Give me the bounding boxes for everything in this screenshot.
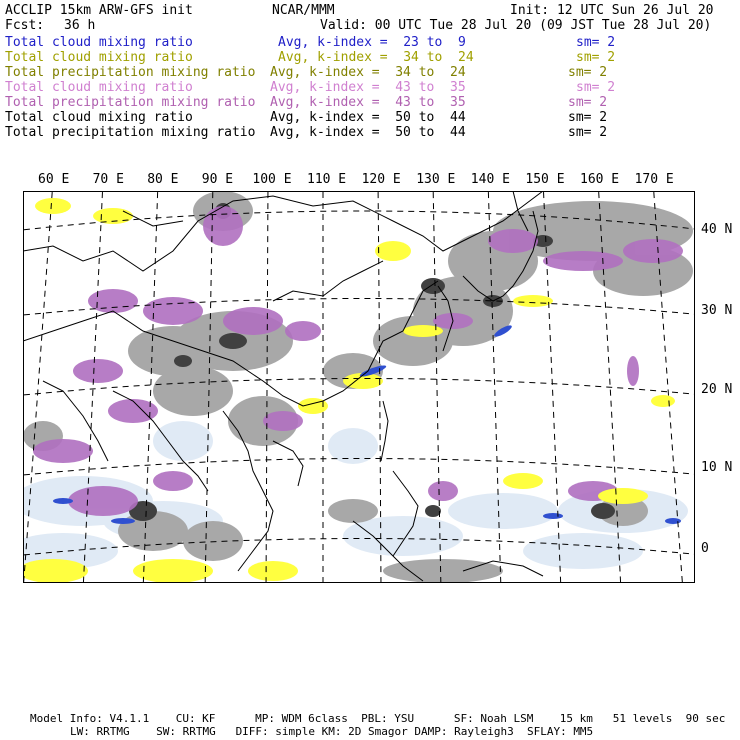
forecast-map — [23, 191, 695, 583]
legend-smoothing: sm= 2 — [576, 50, 616, 65]
org-label: NCAR/MMM — [272, 3, 335, 18]
longitude-label: 160 E — [580, 172, 620, 187]
legend-k-index: Avg, k-index = 43 to 35 — [270, 95, 466, 110]
legend-k-index: Avg, k-index = 43 to 35 — [270, 80, 466, 95]
legend-k-index: Avg, k-index = 34 to 24 — [270, 65, 466, 80]
longitude-label: 60 E — [38, 172, 70, 187]
legend-field-name: Total cloud mixing ratio — [5, 110, 193, 125]
legend-smoothing: sm= 2 — [568, 65, 608, 80]
longitude-label: 170 E — [634, 172, 674, 187]
legend-field-name: Total cloud mixing ratio — [5, 50, 193, 65]
legend-smoothing: sm= 2 — [576, 80, 616, 95]
legend-smoothing: sm= 2 — [568, 125, 608, 140]
latitude-label: 10 N — [701, 460, 733, 475]
longitude-label: 140 E — [470, 172, 510, 187]
legend-field-name: Total cloud mixing ratio — [5, 80, 193, 95]
longitude-label: 70 E — [92, 172, 124, 187]
legend-field-name: Total cloud mixing ratio — [5, 35, 193, 50]
legend-smoothing: sm= 2 — [568, 95, 608, 110]
valid-time: Valid: 00 UTC Tue 28 Jul 20 (09 JST Tue 28 Jul 20) — [320, 18, 712, 33]
init-time: Init: 12 UTC Sun 26 Jul 20 — [510, 3, 714, 18]
legend-field-name: Total precipitation mixing ratio — [5, 95, 256, 110]
longitude-label: 80 E — [147, 172, 179, 187]
legend-k-index: Avg, k-index = 50 to 44 — [270, 125, 466, 140]
footer-physics-info: LW: RRTMG SW: RRTMG DIFF: simple KM: 2D Smagor DAMP: Rayleigh3 SFLAY: MM5 — [70, 725, 594, 738]
footer-model-info: Model Info: V4.1.1 CU: KF MP: WDM 6class PBL: YSU SF: Noah LSM 15 km 51 levels 90 sec — [30, 712, 726, 725]
longitude-label: 130 E — [416, 172, 456, 187]
model-title: ACCLIP 15km ARW-GFS init — [5, 3, 193, 18]
legend-k-index: Avg, k-index = 23 to 9 — [278, 35, 466, 50]
latitude-label: 30 N — [701, 303, 733, 318]
forecast-value: 36 h — [64, 18, 96, 33]
longitude-label: 100 E — [252, 172, 292, 187]
legend-k-index: Avg, k-index = 50 to 44 — [270, 110, 466, 125]
latitude-label: 0 — [701, 541, 709, 556]
latitude-label: 20 N — [701, 382, 733, 397]
longitude-label: 150 E — [525, 172, 565, 187]
forecast-label: Fcst: — [5, 18, 45, 33]
longitude-label: 120 E — [361, 172, 401, 187]
legend-k-index: Avg, k-index = 34 to 24 — [278, 50, 474, 65]
legend-smoothing: sm= 2 — [576, 35, 616, 50]
longitude-label: 90 E — [201, 172, 234, 187]
longitude-label: 110 E — [307, 172, 347, 187]
legend-field-name: Total precipitation mixing ratio — [5, 125, 256, 140]
latitude-label: 40 N — [701, 222, 733, 237]
legend-field-name: Total precipitation mixing ratio — [5, 65, 256, 80]
legend-smoothing: sm= 2 — [568, 110, 608, 125]
